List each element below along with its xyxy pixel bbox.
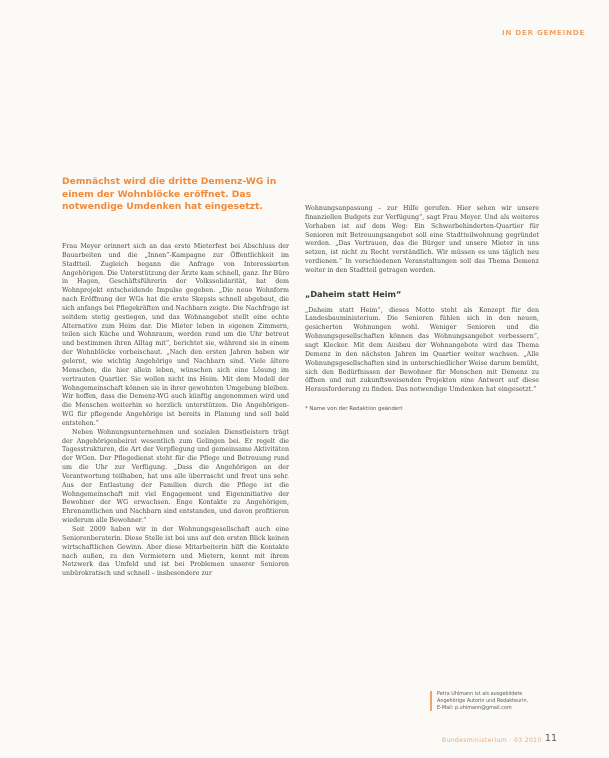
author-infobox: [430, 691, 547, 711]
footnote: * Name von der Redaktion geändert: [305, 406, 403, 413]
article-teaser: Demnächst wird die dritte Demenz-WG in einem der Wohnblöcke eröffnet. Das notwendige Umdenken hat eingesetzt.: [62, 176, 277, 212]
footer-magazine: Bundesministerium · 03 2010: [442, 737, 542, 744]
body-paragraph: Wohnungsanpassung – zur Hilfe gerufen. Hier sehen wir unsere finanziellen Budgets zur Verfügung“, sagt Frau Meyer. Und als weiteres Vorhaben ist auf dem Weg: Ein Schwerbehinderten-Quartier für Senioren mit Betreuungsangebot soll eine Stadtteilwohnung gegründet werden. „Das Vertrauen, das die Bürger und unsere Mieter in uns setzen, ist nicht zu Recht verständlich. Wir müssen es uns täglich neu verdienen.“ In verschiedenen Veranstaltungen soll das Thema Demenz weiter in den Stadtteil getragen werden.: [305, 205, 539, 274]
subheading: „Daheim statt Heim“: [305, 288, 402, 299]
section-kicker: IN DER GEMEINDE: [501, 28, 585, 37]
article-left-column: [62, 243, 289, 579]
article-right-column: [305, 205, 539, 414]
author-email-link[interactable]: E-Mail: p.uhlmann@gmail.com: [437, 704, 512, 711]
page-number: 11: [544, 733, 557, 744]
body-paragraph: Neben Wohnungsunternehmen und sozialen Dienstleistern trägt der Angehörigenbeirat wesentlich zum Gelingen bei. Er regelt die Tagesstrukturen, die Art der Verpflegung und gemeinsame Aktivitäten der WGen. Der Pflegedienst steht für die Pflege und Betreuung rund um die Uhr zur Verfügung. „Dass die Angehörigen an der Verantwortung teilhaben, hat uns alle überrascht und freut uns sehr. Aus der Entlastung der Familien durch die Pflege ist die Wohngemeinschaft mit viel Engagement und Eigeninitiative der Bewohner der WG erwachsen. Enge Kontakte zu Angehörigen, Ehrenamtlichen und Nachbarn sind entstanden, und davon profitieren wiederum alle Bewohner.“: [62, 428, 289, 525]
body-paragraph: „Daheim statt Heim“, dieses Motto steht als Konzept für den Landesbauministerium. Die Senioren fühlen sich in den neuen, gesicherten Wohnungen wohl. Weniger Senioren und die Wohnungsgesellschaften können das Wohnungsangebot verbessern“, sagt Klecker. Mit dem Ausbau der Wohnangebote wird das Thema Demenz in den nächsten Jahren im Quartier weiter wachsen. „Alle Wohnungsgesellschaften sind in unterschiedlicher Weise darum bemüht, sich den Bedürfnissen der Bewohner für Menschen mit Demenz zu öffnen und mit zukunftsweisenden Projekten eine Antwort auf diese Herausforderung zu finden. Das notwendige Umdenken hat eingesetzt.“: [305, 306, 539, 394]
author-note: Petra Uhlmann ist als ausgebildete Angehörige Autorin und Redakteurin.: [437, 691, 529, 704]
body-paragraph: Seit 2009 haben wir in der Wohnungsgesellschaft auch eine Seniorenberaterin. Diese Stelle ist bei uns auf den ersten Blick keinen wirtschaftlichen Gewinn. Aber diese Mitarbeiterin hilft die Kontakte nach außen, zu den Vermietern und Mietern, kennt mit ihrem Netzwerk das Umfeld und ist bei Problemen unserer Senioren unbürokratisch und schnell – insbesondere zur: [62, 526, 289, 578]
body-paragraph: Frau Meyer erinnert sich an das erste Mieterfest bei Abschluss der Bauarbeiten und die „Innen“-Kampagne zur Öffentlichkeit im Stadtteil. Zugleich begann die Anfrage von Interessierten Angehörigen. Die Unterstützung der Ärzte kam schnell, ganz. Ihr Büro in Hagen, Geschäftsführerin der Volkssolidarität, hat dem Wohnprojekt entscheidende Impulse gegeben. „Die neue Wohnform nach Eröffnung der WGs hat die erste Skepsis schnell abgebaut, die sich anfangs bei Pflegekräften und Nachbarn zeigte. Die Nachfrage ist seitdem stetig gestiegen, und das Wohnangebot stellt eine echte Alternative zum Heim dar. Die Mieter leben in eigenen Zimmern, teilen sich Küche und Wohnraum, werden rund um die Uhr betreut und bestimmen ihren Alltag mit“, berichtet sie, während sie in einem der Wohnblöcke vorbeischaut. „Nach den ersten Jahren haben wir gelernt, wie wichtig Angehörige und Nachbarn sind. Viele ältere Menschen, die hier allein leben, wünschen sich eine Lösung im vertrauten Quartier. Sie wollen nicht ins Heim. Mit dem Modell der Wohngemeinschaft können sie in ihrer gewohnten Umgebung bleiben. Wir hoffen, dass die Demenz-WG auch künftig angenommen wird und die Menschen weiterhin so herzlich unterstützen. Die Angehörigen-WG für pflegende Angehörige ist bereits in Planung und soll bald entstehen.“: [62, 243, 289, 427]
